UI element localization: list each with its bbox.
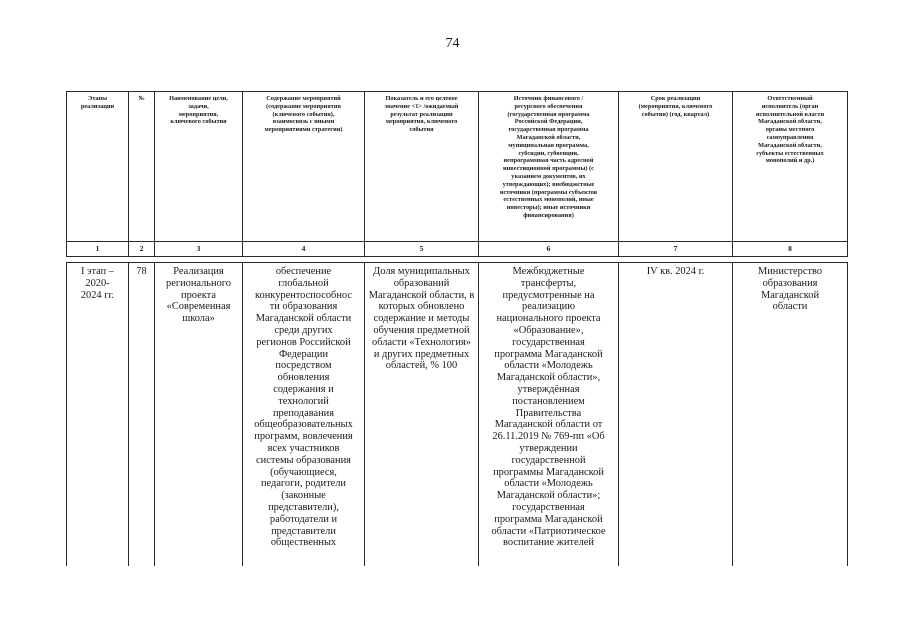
header-implementation-term: Срок реализации (мероприятия, ключевого события) (год, квартал) — [638, 95, 713, 118]
column-number: 6 — [546, 244, 551, 253]
numbers-row-bottom-border — [66, 256, 848, 257]
column-number: 5 — [419, 244, 424, 253]
column-number: 4 — [301, 244, 306, 253]
table-top-border — [66, 91, 848, 92]
header-indicator: Показатель и его целевое значение <1> /ожидаемый результат реализации мероприятия, ключевого события — [384, 95, 459, 134]
header-bottom-border — [66, 241, 848, 242]
column-number: 1 — [95, 244, 100, 253]
column-number: 8 — [788, 244, 792, 253]
row-number-cell: 78 — [136, 266, 147, 277]
responsible-executor-cell: Министерство образования Магаданской области — [757, 266, 823, 313]
column-number: 3 — [196, 244, 201, 253]
column-number: 7 — [673, 244, 678, 253]
header-number: № — [138, 95, 145, 102]
body-row-top-border — [66, 262, 848, 263]
header-stages: Этапы реализации — [80, 95, 115, 110]
goal-name-cell: Реализация регионального проекта «Современная школа» — [166, 266, 231, 325]
column-number: 2 — [139, 244, 144, 253]
implementation-term-cell: IV кв. 2024 г. — [646, 266, 705, 277]
header-activity-content: Содержание мероприятий (содержание мероприятия (ключевого события), взаимосвязь с иными мероприятиями стратегии) — [264, 95, 343, 134]
header-goal-name: Наименование цели, задачи, мероприятия, ключевого события — [169, 95, 228, 126]
indicator-cell: Доля муниципальных образований Магаданской области, в которых обновлено содержание и методы обучения предметной области «Технология» и других предметных областей, % 100 — [368, 266, 475, 372]
stage-cell: I этап – 2020- 2024 гг. — [80, 266, 115, 301]
header-funding-source: Источник финансового / ресурсного обеспечения (государственная программа Российской Федерации, государственная программа Магаданской области, муниципальная программа, субсидии, субвенции, непрограммная часть адресной инвестиционной программы) (с указанием документов, их утверждающих); внебюджетные источники (программы субъектов естественных монополий, иные инвесторы); иные источники финансирования) — [499, 95, 598, 219]
funding-source-cell: Межбюджетные трансферты, предусмотренные на реализацию национального проекта «Образование», государственная программа Магаданской области «Молодежь Магаданской области», утверждённая постановлением Правительства Магаданской области от 26.11.2019 № 769-пп «Об утверждении государственной программы Магаданской области «Молодежь Магаданской области»; государственная программа Магаданской области «Патриотическое воспитание жителей — [491, 266, 606, 549]
page-number: 74 — [445, 36, 460, 51]
header-column-divider — [847, 91, 848, 257]
activity-content-cell: обеспечение глобальной конкурентоспособнос ти образования Магаданской области среди других регионов Российской Федерации посредством обновления содержания и технологий преподавания общеобразовательных программ, вовлечения всех участников системы образования (обучающиеся, педагоги, родители (законные представители), работодатели и представители общественных — [254, 266, 353, 549]
header-responsible-executor: Ответственный исполнитель (орган исполнительной власти Магаданской области, органы местного самоуправления Магаданской области, субъекты естественных монополий и др.) — [755, 95, 825, 165]
body-column-divider — [847, 262, 848, 566]
